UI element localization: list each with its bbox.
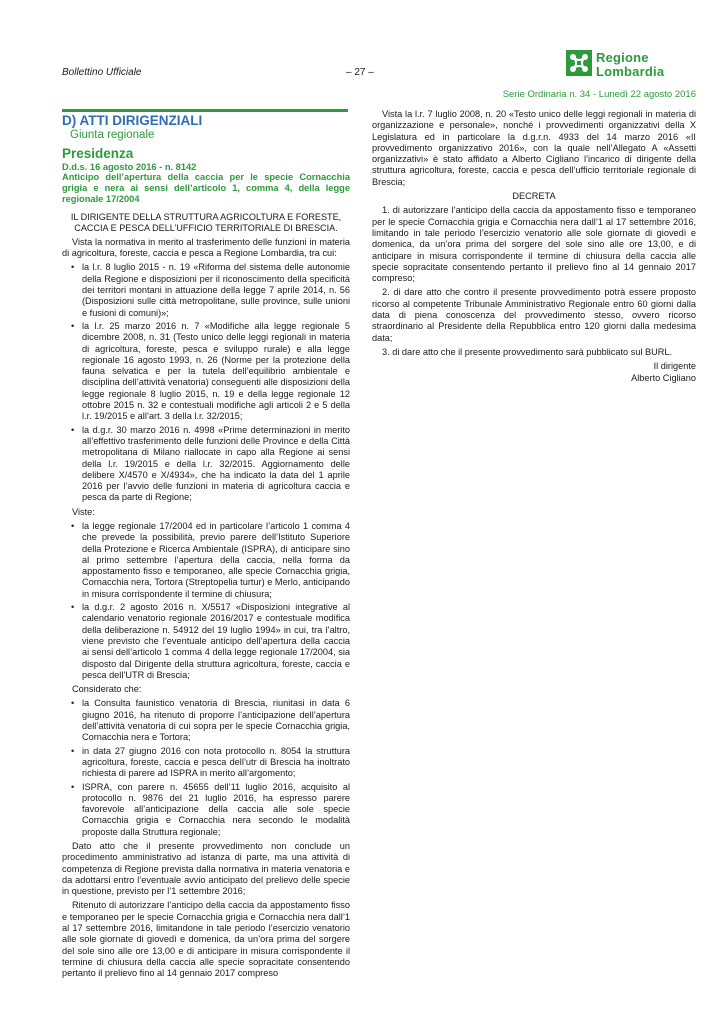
vista-paragraph: Vista la l.r. 7 luglio 2008, n. 20 «Testo unico delle leggi regionali in materia di organizzazione e personale», nonché i provvedimenti organizzativi della X Legislatura ed in particolare la d.g.r.n. 4933 del 14 marzo 2016 «II provvedimento organizzativo 2016», con la quale nell’Allegato A «Assetti organizzativi» è stato affidato a Alberto Cigliano l’incarico di dirigente della struttura agricoltura, foreste, caccia e pesca dell’ufficio territoriale regionale di Brescia; — [372, 109, 696, 187]
journal-title: Bollettino Ufficiale — [62, 67, 142, 78]
list-item: • la d.g.r. 30 marzo 2016 n. 4998 «Prime determinazioni in merito all’effettivo trasferimento delle funzioni delle Province e della Città metropolitana di Milano riallocate in capo alla Regione ai sensi della l.r. 19/2015 e della l.r. 32/2015. Aggiornamento delle delibere X/4570 e X/4934», che ha indicato la data del 1 aprile 2016 per l’avvio delle funzioni in materia di agricoltura caccia e pesca da parte di Regione; — [62, 425, 350, 504]
decree-item-1: 1. di autorizzare l’anticipo della caccia da appostamento fisso e temporaneo per le specie Cornacchia grigia e Cornacchia nera dall’1 al 17 settembre 2016, limitando in tale periodo l’esercizio venatorio alle sole giornate di giovedì e domenica, da un’ora prima del sorgere del sole sino alle ore 13,00, e di anticipare in misura corrispondente il termine di chiusura della caccia alle specie sopracitate consentendo pertanto il prelievo fino al 14 gennaio 2017 compreso; — [372, 205, 696, 284]
logo-text-line1: Regione — [596, 50, 649, 65]
ritenuto-paragraph: Ritenuto di autorizzare l’anticipo della caccia da appostamento fisso e temporaneo per le specie Cornacchia grigia e Cornacchia nera dall’1 al 17 settembre 2016, limitandone in tale periodo l’esercizio venatorio alle sole giornate di giovedì e domenica, da un’ora prima del sorgere del sole sino alle ore 13,00 e di anticipare in misura corrispondente il termine di chiusura della caccia alle specie sopracitate consentendo pertanto il prelievo fino al 14 gennaio 2017 compreso — [62, 900, 350, 979]
considerato-list — [62, 698, 350, 838]
laws-list — [62, 262, 350, 503]
giunta-heading: Giunta regionale — [70, 129, 155, 142]
signature-name: Alberto Cigliano — [631, 372, 696, 383]
dato-atto-paragraph: Dato atto che il presente provvedimento non conclude un procedimento amministrativo ad istanza di parte, ma una attività di competenza di Regione prevista dalla normativa in materia venatoria e da adottarsi entro l’eventuale avvio anticipato del prelievo delle specie in questione, previsto per l’1 settembre 2016; — [62, 841, 350, 897]
presidenza-heading: Presidenza — [62, 145, 134, 161]
viste-label: Viste: — [72, 506, 95, 517]
list-item: • ISPRA, con parere n. 45655 dell’11 luglio 2016, acquisito al protocollo n. 9876 del 21 luglio 2016, ha espresso parere favorevole all’anticipazione della caccia alle sole specie Cornacchia grigia e Cornacchia nera secondo le modalità proposte dalla Struttura regionale; — [62, 782, 350, 838]
viste-list — [62, 521, 350, 681]
rosa-camuna-icon — [566, 50, 592, 76]
considerato-label: Considerato che: — [72, 684, 142, 695]
regione-lombardia-logo — [566, 48, 696, 82]
section-title: D) ATTI DIRIGENZIALI — [62, 113, 203, 128]
decree-id: D.d.s. 16 agosto 2016 - n. 8142 — [62, 161, 197, 172]
decree-title: Anticipo dell’apertura della caccia per le specie Cornacchia grigia e nera ai sensi dell’articolo 1, comma 4, della legge regionale 17/2004 — [62, 172, 350, 204]
page-number: – 27 – — [346, 67, 374, 78]
list-item: • la l.r. 8 luglio 2015 - n. 19 «Riforma del sistema delle autonomie della Regione e disposizioni per il riconoscimento della specificità dei territori montani in attuazione della legge 7 aprile 2014, n. 56 (Disposizioni sulle città metropolitane, sulle province, sulle unioni e fusioni di comuni)»; — [62, 262, 350, 318]
signature-role: Il dirigente — [653, 361, 696, 372]
right-column — [372, 109, 696, 384]
intro-paragraph: Vista la normativa in merito al trasferimento delle funzioni in materia di agricoltura, foreste, caccia e pesca a Regione Lombardia, tra cui: — [62, 236, 350, 259]
decreta-heading: DECRETA — [512, 191, 556, 202]
logo-text-line2: Lombardia — [596, 64, 665, 79]
list-item: • in data 27 giugno 2016 con nota protocollo n. 8054 la struttura agricoltura, foreste, caccia e pesca dell’utr di Brescia ha inoltrato richiesta di parere ad ISPRA in merito all’argomento; — [62, 746, 350, 780]
section-rule — [62, 109, 348, 112]
list-item: • la legge regionale 17/2004 ed in particolare l’articolo 1 comma 4 che prevede la possibilità, previo parere dell’Istituto Superiore della Protezione e Ricerca Ambientale (ISPRA), di anticipare sino al primo settembre l’apertura della caccia, nella forma da appostamento fisso e temporaneo, alle specie Cornacchia grigia, Cornacchia nera, Tortora (Streptopelia turtur) e Merlo, anticipando in misura corrispondente il termine di chiusura; — [62, 521, 350, 600]
series-date: Serie Ordinaria n. 34 - Lunedì 22 agosto 2016 — [502, 89, 696, 100]
list-item: • la Consulta faunistico venatoria di Brescia, riunitasi in data 6 giugno 2016, ha ritenuto di proporre l’anticipazione dell’apertura dell’attività venatoria di cui sopra per le specie Cornacchia grigia, Cornacchia nera e Tortora; — [62, 698, 350, 743]
list-item: • la d.g.r. 2 agosto 2016 n. X/5517 «Disposizioni integrative al calendario venatorio regionale 2016/2017 e contestuale modifica della deliberazione n. 54912 del 19 luglio 1994» in cui, tra l’altro, viene previsto che l’eventuale anticipo dell’apertura della caccia ai sensi dell’articolo 1 comma 4 della legge regionale 17/2004, sia disposto dal Dirigente della struttura agricoltura, foreste, caccia e pesca dell’UTR di Brescia; — [62, 602, 350, 681]
list-item: • la l.r. 25 marzo 2016 n. 7 «Modifiche alla legge regionale 5 dicembre 2008, n. 31 (Testo unico delle leggi regionali in materia di agricoltura, foreste, pesca e sviluppo rurale) e alla legge regionale 16 agosto 1993, n. 26 (Norme per la protezione della fauna selvatica e per la tutela dell’equilibrio ambientale e disciplina dell’attività venatoria) conseguenti alle disposizioni della legge regionale 8 luglio 2015, n. 19 e della legge regionale 12 ottobre 2015 n. 32 e contestuali modifiche agli articoli 2 e 5 della l.r. 19/2015 e all’art. 3 della l.r. 32/2015; — [62, 321, 350, 423]
decree-item-2: 2. di dare atto che contro il presente provvedimento potrà essere proposto ricorso al competente Tribunale Amministrativo Regionale entro 60 giorni dalla data di piena conoscenza del provvedimento stesso, ovvero ricorso straordinario al Presidente della Repubblica entro 120 giorni dalla medesima data; — [372, 287, 696, 343]
authority-statement: IL DIRIGENTE DELLA STRUTTURA AGRICOLTURA E FORESTE, CACCIA E PESCA DELL’UFFICIO TERRITORIALE DI BRESCIA. — [70, 212, 342, 234]
decree-item-3: 3. di dare atto che il presente provvedimento sarà pubblicato sul BURL. — [382, 346, 673, 357]
left-column — [62, 115, 350, 983]
